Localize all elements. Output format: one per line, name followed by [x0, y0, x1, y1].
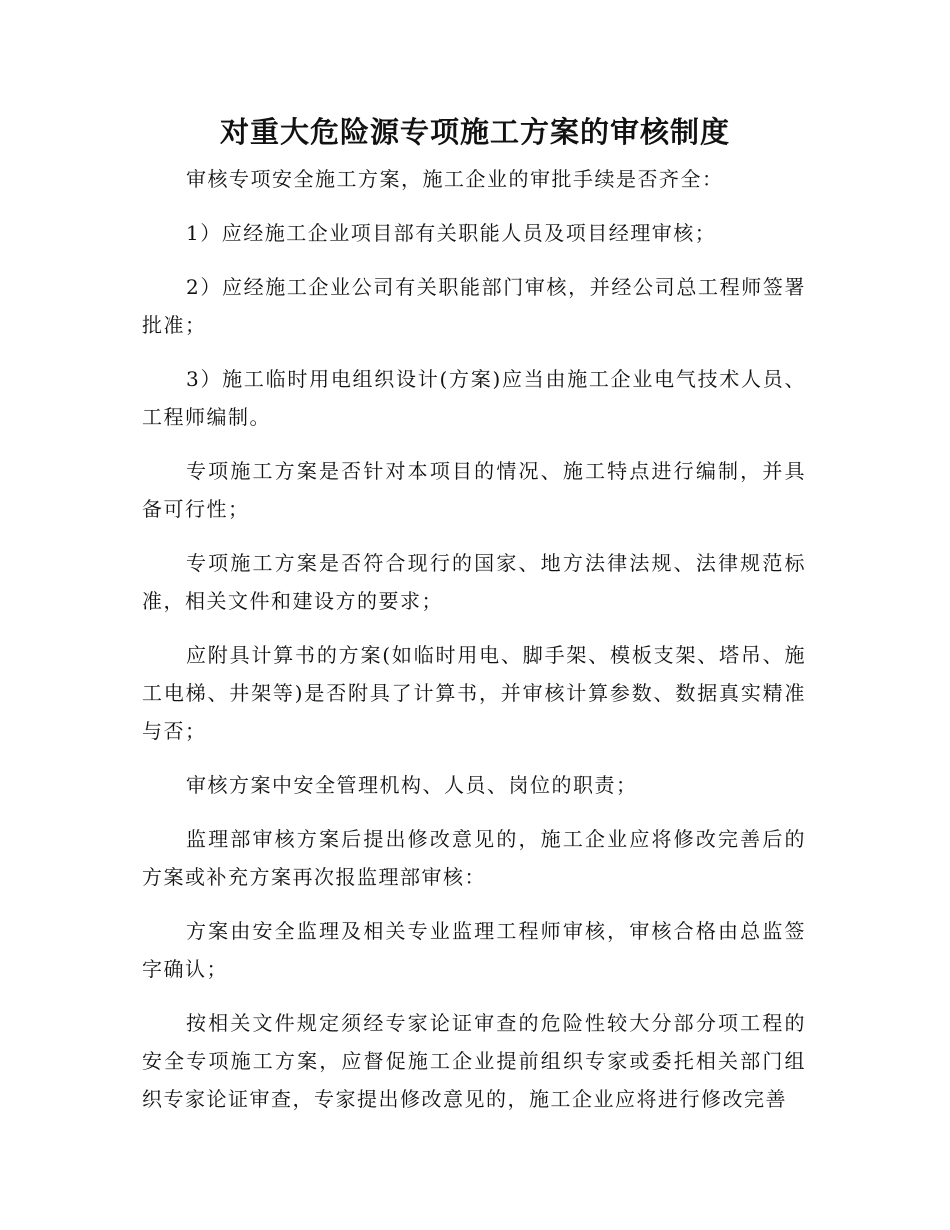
paragraph: 应附具计算书的方案(如临时用电、脚手架、模板支架、塔吊、施工电梯、井架等)是否附具了计算书，并审核计算参数、数据真实精准与否； — [142, 643, 806, 743]
paragraph: 专项施工方案是否符合现行的国家、地方法律法规、法律规范标准，相关文件和建设方的要求； — [142, 551, 806, 613]
paragraph: 审核专项安全施工方案，施工企业的审批手续是否齐全： — [186, 167, 724, 191]
paragraph: 按相关文件规定须经专家论证审查的危险性较大分部分项工程的安全专项施工方案，应督促施工企业提前组织专家或委托相关部门组织专家论证审查，专家提出修改意见的，施工企业应将进行修改完善 — [142, 1011, 806, 1111]
paragraph: 2）应经施工企业公司有关职能部门审核，并经公司总工程师签署批准； — [142, 275, 806, 337]
paragraph: 监理部审核方案后提出修改意见的，施工企业应将修改完善后的方案或补充方案再次报监理部审核： — [142, 827, 806, 889]
paragraph: 专项施工方案是否针对本项目的情况、施工特点进行编制，并具备可行性； — [142, 459, 806, 521]
paragraph: 方案由安全监理及相关专业监理工程师审核，审核合格由总监签字确认； — [142, 919, 806, 981]
paragraph: 审核方案中安全管理机构、人员、岗位的职责； — [186, 773, 638, 797]
document-body — [142, 160, 806, 1134]
paragraph: 3）施工临时用电组织设计(方案)应当由施工企业电气技术人员、工程师编制。 — [142, 367, 806, 429]
document-title: 对重大危险源专项施工方案的审核制度 — [219, 115, 730, 149]
paragraph: 1）应经施工企业项目部有关职能人员及项目经理审核； — [186, 221, 717, 245]
